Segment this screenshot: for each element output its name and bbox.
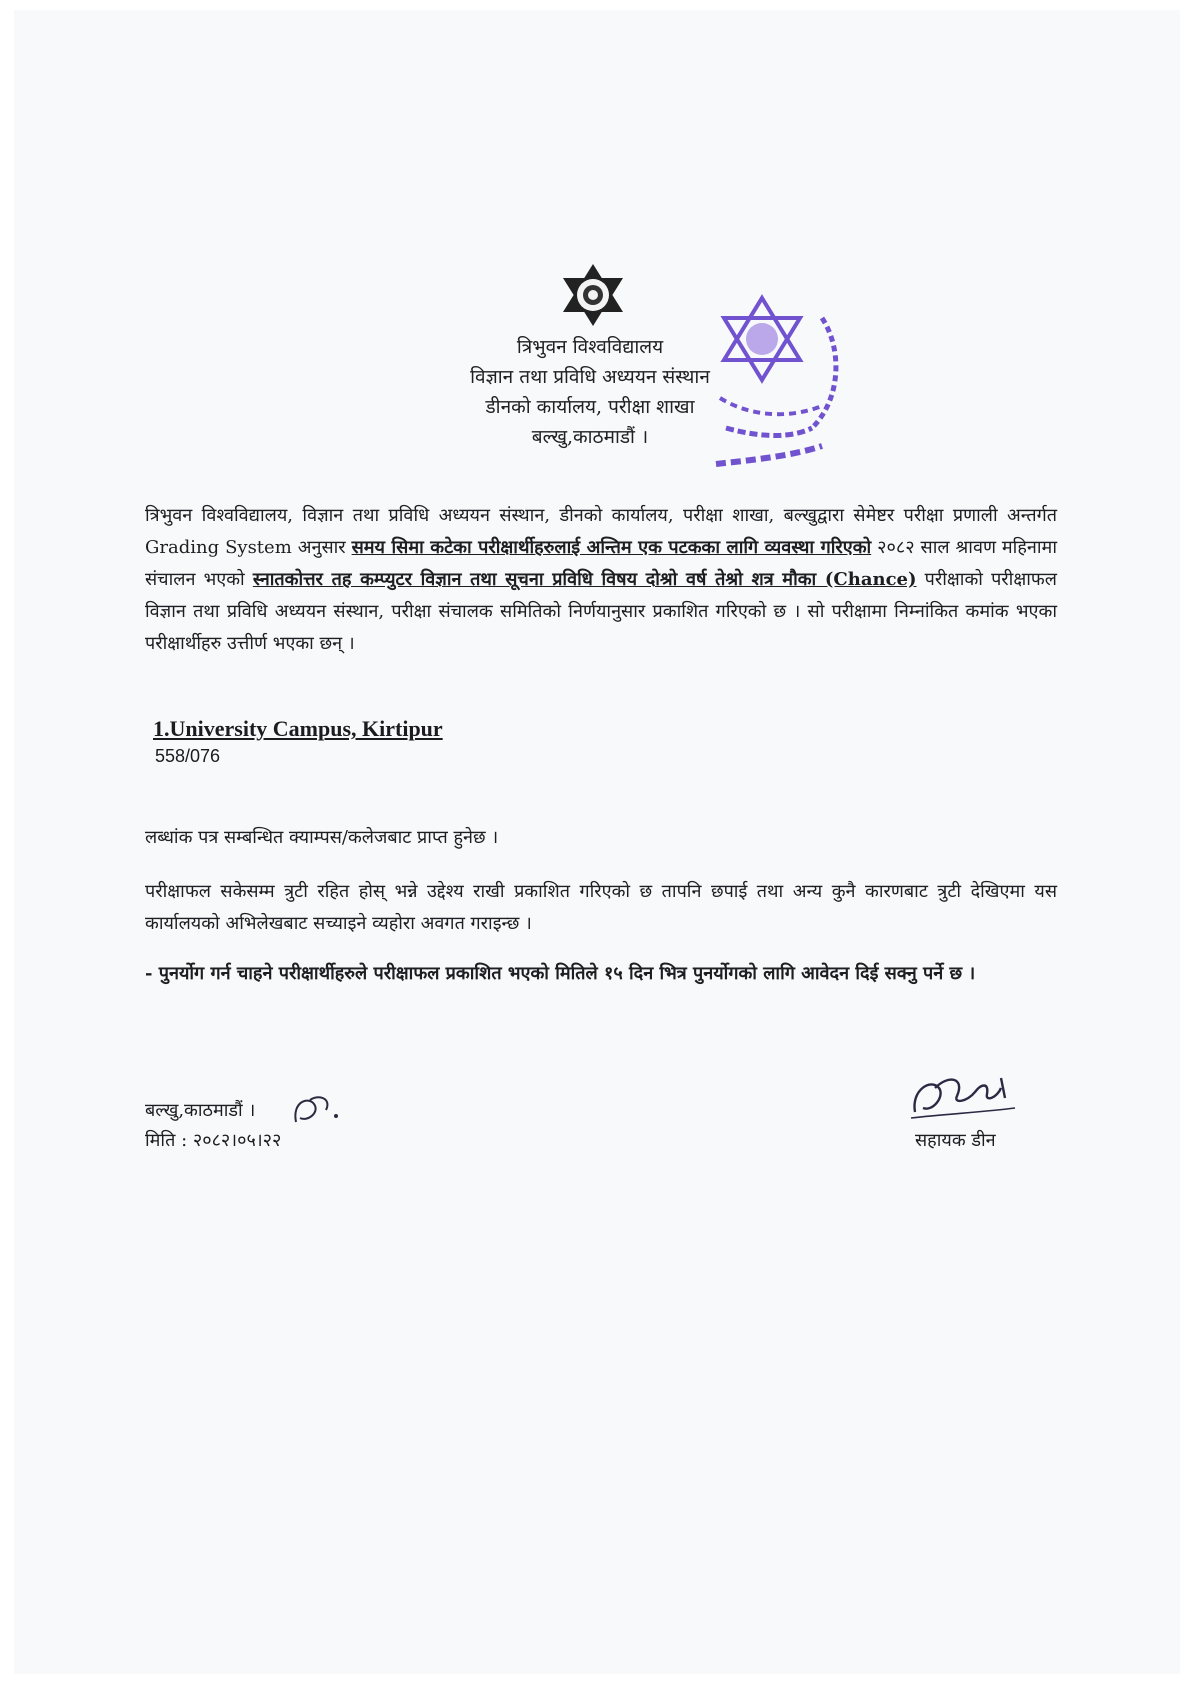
roll-number: 558/076 [155, 746, 221, 766]
university-name: त्रिभुवन विश्वविद्यालय [516, 336, 664, 358]
institute-name: विज्ञान तथा प्रविधि अध्ययन संस्थान [470, 366, 710, 388]
office-address: बल्खु,काठमाडौं । [531, 426, 649, 448]
notice-text: २०८२ साल श्रावण महिनामा संचालन भएको [145, 537, 1057, 590]
notice-highlight: स्नातकोत्तर तह कम्प्युटर विज्ञान तथा सूचना प्रविधि विषय दोश्रो वर्ष तेश्रो शत्र मौका (Chance) [252, 569, 917, 590]
notice-text: त्रिभुवन विश्वविद्यालय, विज्ञान तथा प्रविधि अध्ययन संस्थान, डीनको कार्यालय, परीक्षा शाखा, बल्खुद्वारा सेमेष्टर परीक्षा प्रणाली अन्तर्गत Grading System अनुसार [145, 505, 1057, 558]
signatory-designation: सहायक डीन [915, 1130, 996, 1151]
signature-icon [905, 1068, 1025, 1124]
footer-place: बल्खु,काठमाडौं । [145, 1100, 256, 1121]
notice-paragraph-1 [145, 500, 1057, 660]
seal-stamp-icon [712, 288, 900, 484]
marksheet-note: लब्धांक पत्र सम्बन्धित क्याम्पस/कलेजबाट प्राप्त हुनेछ । [145, 827, 499, 848]
retotaling-note: - पुनर्योग गर्न चाहने परीक्षार्थीहरुले परीक्षाफल प्रकाशित भएको मितिले १५ दिन भित्र पुनर्योगको लागि आवेदन दिई सक्नु पर्ने छ । [145, 963, 976, 984]
letterhead [430, 332, 750, 452]
handwritten-initial-icon [288, 1092, 344, 1128]
footer-date: मिति : २०८२।०५।२२ [145, 1130, 282, 1151]
office-name: डीनको कार्यालय, परीक्षा शाखा [485, 396, 695, 418]
error-disclaimer: परीक्षाफल सकेसम्म त्रुटी रहित होस् भन्ने उद्देश्य राखी प्रकाशित गरिएको छ तापनि छपाई तथा अन्य कुनै कारणबाट त्रुटी देखिएमा यस कार्यालयको अभिलेखबाट सच्याइने व्यहोरा अवगत गराइन्छ । [145, 881, 1057, 934]
notice-highlight: समय सिमा कटेका परीक्षार्थीहरुलाई अन्तिम एक पटकका लागि व्यवस्था गरिएको [351, 537, 872, 558]
campus-title: 1.University Campus, Kirtipur [153, 716, 443, 741]
university-logo-icon [557, 262, 629, 328]
notice-text: परीक्षाको परीक्षाफल विज्ञान तथा प्रविधि अध्ययन संस्थान, परीक्षा संचालक समितिको निर्णयानुसार प्रकाशित गरिएको छ । सो परीक्षामा निम्नांकित कमांक भएका परीक्षार्थीहरु उत्तीर्ण भएका छन् । [145, 569, 1057, 654]
